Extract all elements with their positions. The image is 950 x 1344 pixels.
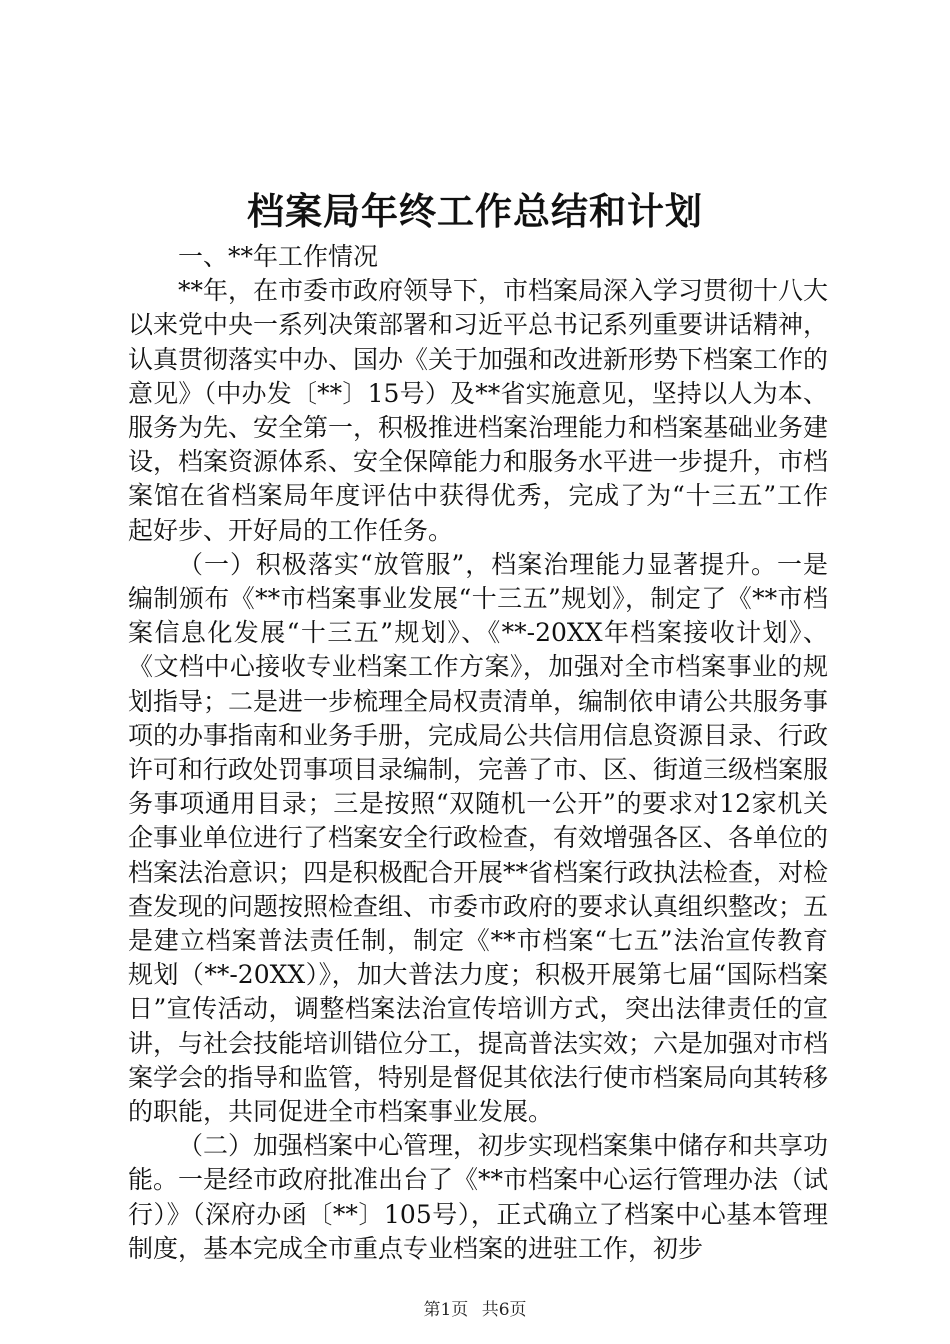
page-footer [0,1300,950,1320]
document-title: 档案局年终工作总结和计划 [247,189,703,233]
page-number: 第1页 [423,1300,469,1320]
page-total: 共6页 [481,1300,527,1320]
paragraph: **年，在市委市政府领导下，市档案局深入学习贯彻十八大以来党中央一系列决策部署和习近平总书记系列重要讲话精神，认真贯彻落实中办、国办《关于加强和改进新形势下档案工作的意见》（中办发〔**〕15号）及**省实施意见，坚持以人为本、服务为先、安全第一，积极推进档案治理能力和档案基础业务建设，档案资源体系、安全保障能力和服务水平进一步提升，市档案馆在省档案局年度评估中获得优秀，完成了为“十三五”工作起好步、开好局的工作任务。 [128,276,829,545]
section-heading: 一、**年工作情况 [178,242,379,271]
paragraph: （二）加强档案中心管理，初步实现档案集中储存和共享功能。一是经市政府批准出台了《**市档案中心运行管理办法（试行）》（深府办函〔**〕105号），正式确立了档案中心基本管理制度，基本完成全市重点专业档案的进驻工作，初步 [128,1131,829,1263]
paragraph: （一）积极落实“放管服”，档案治理能力显著提升。一是编制颁布《**市档案事业发展“十三五”规划》，制定了《**市档案信息化发展“十三五”规划》、《**-20XX年档案接收计划》、《文档中心接收专业档案工作方案》，加强对全市档案事业的规划指导；二是进一步梳理全局权责清单，编制依申请公共服务事项的办事指南和业务手册，完成局公共信用信息资源目录、行政许可和行政处罚事项目录编制，完善了市、区、街道三级档案服务事项通用目录；三是按照“双随机一公开”的要求对12家机关企事业单位进行了档案安全行政检查，有效增强各区、各单位的档案法治意识；四是积极配合开展**省档案行政执法检查，对检查发现的问题按照检查组、市委市政府的要求认真组织整改；五是建立档案普法责任制，制定《**市档案“七五”法治宣传教育规划（**-20XX）》，加大普法力度；积极开展第七届“国际档案日”宣传活动，调整档案法治宣传培训方式，突出法律责任的宣讲，与社会技能培训错位分工，提高普法实效；六是加强对市档案学会的指导和监管，特别是督促其依法行使市档案局向其转移的职能，共同促进全市档案事业发展。 [128,549,829,1127]
document-body [128,240,828,1266]
